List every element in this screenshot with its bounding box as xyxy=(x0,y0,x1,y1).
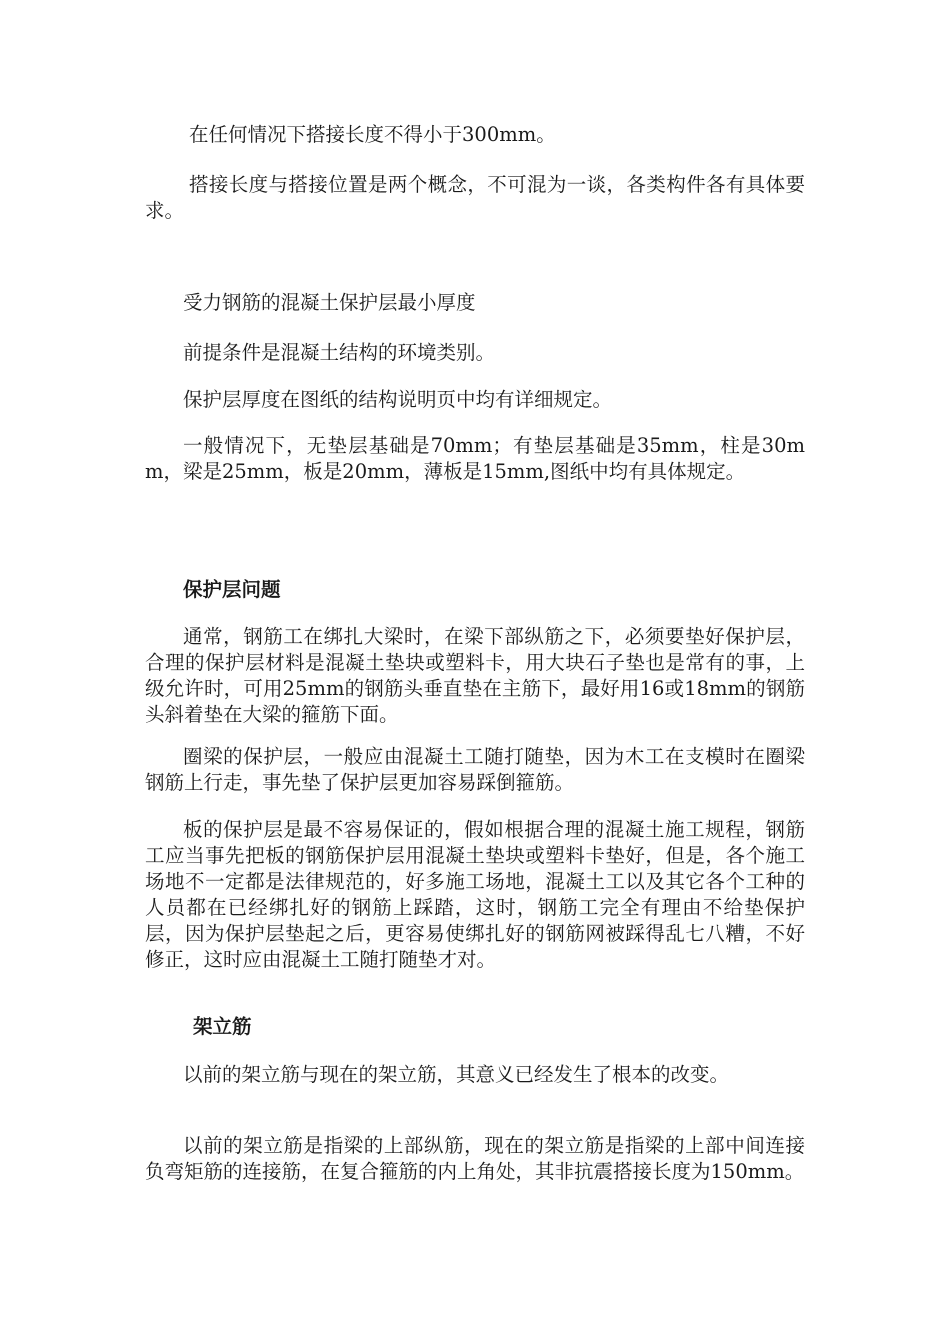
paragraph-ring-beam-cover: 圈梁的保护层，一般应由混凝土工随打随垫，因为木工在支模时在圈梁钢筋上行走，事先垫了保护层更加容易踩倒箍筋。 xyxy=(145,745,805,794)
paragraph-cover-values: 一般情况下，无垫层基础是70mm；有垫层基础是35mm，柱是30mm，梁是25mm，板是20mm，薄板是15mm,图纸中均有具体规定。 xyxy=(145,434,805,483)
paragraph-erection-bars-change: 以前的架立筋与现在的架立筋，其意义已经发生了根本的改变。 xyxy=(183,1063,730,1086)
paragraph-erection-bars-definition: 以前的架立筋是指梁的上部纵筋，现在的架立筋是指梁的上部中间连接负弯矩筋的连接筋，在复合箍筋的内上角处，其非抗震搭接长度为150mm。 xyxy=(145,1134,805,1183)
paragraph-cover-in-drawings: 保护层厚度在图纸的结构说明页中均有详细规定。 xyxy=(183,388,613,411)
heading-cover-issues: 保护层问题 xyxy=(183,578,281,601)
paragraph-slab-cover: 板的保护层是最不容易保证的，假如根据合理的混凝土施工规程，钢筋工应当事先把板的钢筋保护层用混凝土垫块或塑料卡垫好，但是，各个施工场地不一定都是法律规范的，好多施工场地，混凝土工以及其它各个工种的人员都在已经绑扎好的钢筋上踩踏，这时，钢筋工完全有理由不给垫保护层，因为保护层垫起之后，更容易使绑扎好的钢筋网被踩得乱七八糟，不好修正，这时应由混凝土工随打随垫才对。 xyxy=(145,818,805,971)
paragraph-environment-category: 前提条件是混凝土结构的环境类别。 xyxy=(183,341,496,364)
heading-erection-bars: 架立筋 xyxy=(193,1015,252,1038)
paragraph-beam-cover: 通常，钢筋工在绑扎大梁时，在梁下部纵筋之下，必须要垫好保护层，合理的保护层材料是混凝土垫块或塑料卡，用大块石子垫也是常有的事，上级允许时，可用25mm的钢筋头垂直垫在主筋下，最好用16或18mm的钢筋头斜着垫在大梁的箍筋下面。 xyxy=(145,625,805,726)
paragraph-lap-length-minimum: 在任何情况下搭接长度不得小于300mm。 xyxy=(189,123,556,146)
paragraph-cover-min-thickness: 受力钢筋的混凝土保护层最小厚度 xyxy=(183,291,476,314)
paragraph-lap-length-vs-position: 搭接长度与搭接位置是两个概念，不可混为一谈，各类构件各有具体要求。 xyxy=(145,173,805,222)
